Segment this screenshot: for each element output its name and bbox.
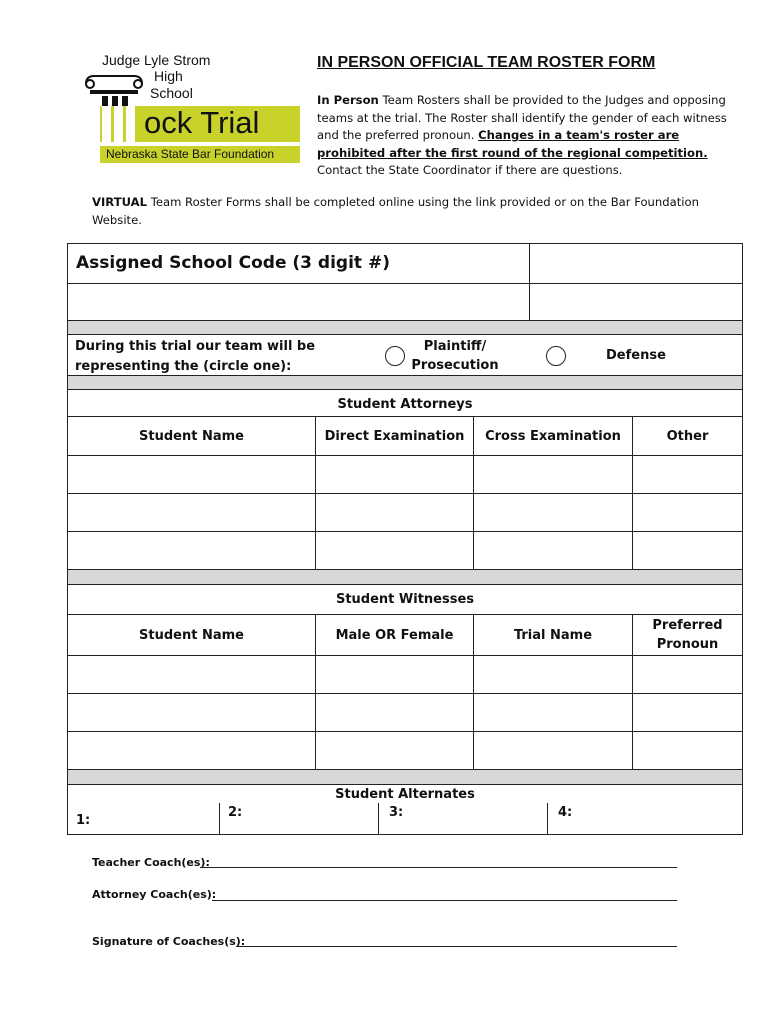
defense-radio[interactable]: [546, 346, 566, 366]
logo-mock-trial-text: ock Trial: [144, 105, 260, 140]
alternate-3-field[interactable]: [378, 803, 548, 835]
alternate-3-label: 3:: [389, 805, 404, 820]
attorneys-title: Student Attorneys: [67, 389, 743, 417]
intro-tail: Contact the State Coordinator if there are questions.: [317, 163, 623, 178]
witness-1-name[interactable]: [67, 655, 316, 694]
mock-trial-logo: [82, 52, 304, 164]
logo-line-3: School: [150, 85, 193, 101]
virtual-text: Team Roster Forms shall be completed online using the link provided or on the Bar Foundation Website.: [92, 195, 699, 227]
logo-line-2: High: [154, 68, 183, 84]
attorney-coach-label: Attorney Coach(es):: [92, 888, 217, 901]
witness-2-gender[interactable]: [315, 693, 474, 732]
attorney-2-cross[interactable]: [473, 493, 633, 532]
attorneys-col-other: Other: [632, 416, 743, 456]
divider-4: [67, 769, 743, 785]
witnesses-col-name: Student Name: [67, 614, 316, 656]
attorney-coach-line[interactable]: [212, 900, 677, 901]
logo-foundation-bar: [100, 144, 300, 163]
alternate-1-label: 1:: [76, 813, 91, 828]
school-code-input[interactable]: [529, 243, 743, 284]
defense-label: Defense: [606, 348, 666, 363]
logo-foundation-text: Nebraska State Bar Foundation: [106, 147, 275, 161]
alternate-4-label: 4:: [558, 805, 573, 820]
witness-3-gender[interactable]: [315, 731, 474, 770]
witness-3-trial-name[interactable]: [473, 731, 633, 770]
representing-label: During this trial our team will be representing the (circle one):: [75, 339, 316, 374]
witnesses-title: Student Witnesses: [67, 584, 743, 615]
form-title: IN PERSON OFFICIAL TEAM ROSTER FORM: [317, 54, 656, 71]
school-code-table: [67, 243, 743, 321]
divider-3: [67, 569, 743, 585]
attorney-3-other[interactable]: [632, 531, 743, 570]
witnesses-col-gender: Male OR Female: [315, 614, 474, 656]
logo-line-1: Judge Lyle Strom: [102, 52, 211, 68]
alternate-2-field[interactable]: [219, 803, 379, 835]
alternate-4-field[interactable]: [547, 803, 743, 835]
school-code-label: Assigned School Code (3 digit #): [76, 253, 390, 273]
school-code-blank: [67, 283, 530, 322]
alternate-1-field[interactable]: [67, 803, 220, 835]
attorneys-col-direct: Direct Examination: [315, 416, 474, 456]
signature-label: Signature of Coaches(s):: [92, 935, 246, 948]
attorneys-col-name: Student Name: [67, 416, 316, 456]
attorney-3-direct[interactable]: [315, 531, 474, 570]
attorney-1-direct[interactable]: [315, 455, 474, 494]
attorney-2-name[interactable]: [67, 493, 316, 532]
intro-bold: In Person: [317, 93, 379, 107]
attorney-2-direct[interactable]: [315, 493, 474, 532]
representing-row: [67, 334, 743, 376]
intro-underlined: Changes in a team's roster are prohibited after the first round of the regional competition.: [317, 128, 708, 160]
attorneys-col-cross: Cross Examination: [473, 416, 633, 456]
attorney-3-cross[interactable]: [473, 531, 633, 570]
attorney-2-other[interactable]: [632, 493, 743, 532]
witness-2-trial-name[interactable]: [473, 693, 633, 732]
virtual-bold: VIRTUAL: [92, 195, 148, 209]
teacher-coach-label: Teacher Coach(es):: [92, 856, 210, 869]
attorney-3-name[interactable]: [67, 531, 316, 570]
witness-2-pronoun[interactable]: [632, 693, 743, 732]
intro-text: Team Rosters shall be provided to the Judges and opposing teams at the trial. The Roster shall identify the gender of each witness and the preferred pronoun.: [317, 93, 727, 143]
virtual-paragraph: [92, 193, 732, 229]
attorney-1-other[interactable]: [632, 455, 743, 494]
school-code-label-cell: [67, 243, 530, 284]
witnesses-col-trial-name: Trial Name: [473, 614, 633, 656]
attorney-1-name[interactable]: [67, 455, 316, 494]
divider-2: [67, 375, 743, 390]
plaintiff-label: Plaintiff/ Prosecution: [411, 339, 499, 373]
divider-1: [67, 320, 743, 335]
witness-3-pronoun[interactable]: [632, 731, 743, 770]
witness-3-name[interactable]: [67, 731, 316, 770]
teacher-coach-line[interactable]: [200, 867, 677, 868]
witness-1-pronoun[interactable]: [632, 655, 743, 694]
alternate-2-label: 2:: [228, 805, 243, 820]
witness-1-gender[interactable]: [315, 655, 474, 694]
witnesses-col-pronoun: Preferred Pronoun: [632, 614, 743, 656]
school-code-value-field[interactable]: [529, 283, 743, 322]
column-m-icon: [100, 106, 144, 142]
alternates-title: Student Alternates: [335, 787, 475, 802]
signature-line[interactable]: [236, 946, 677, 947]
intro-paragraph: [317, 92, 727, 180]
plaintiff-radio[interactable]: [385, 346, 405, 366]
witness-2-name[interactable]: [67, 693, 316, 732]
witness-1-trial-name[interactable]: [473, 655, 633, 694]
attorney-1-cross[interactable]: [473, 455, 633, 494]
